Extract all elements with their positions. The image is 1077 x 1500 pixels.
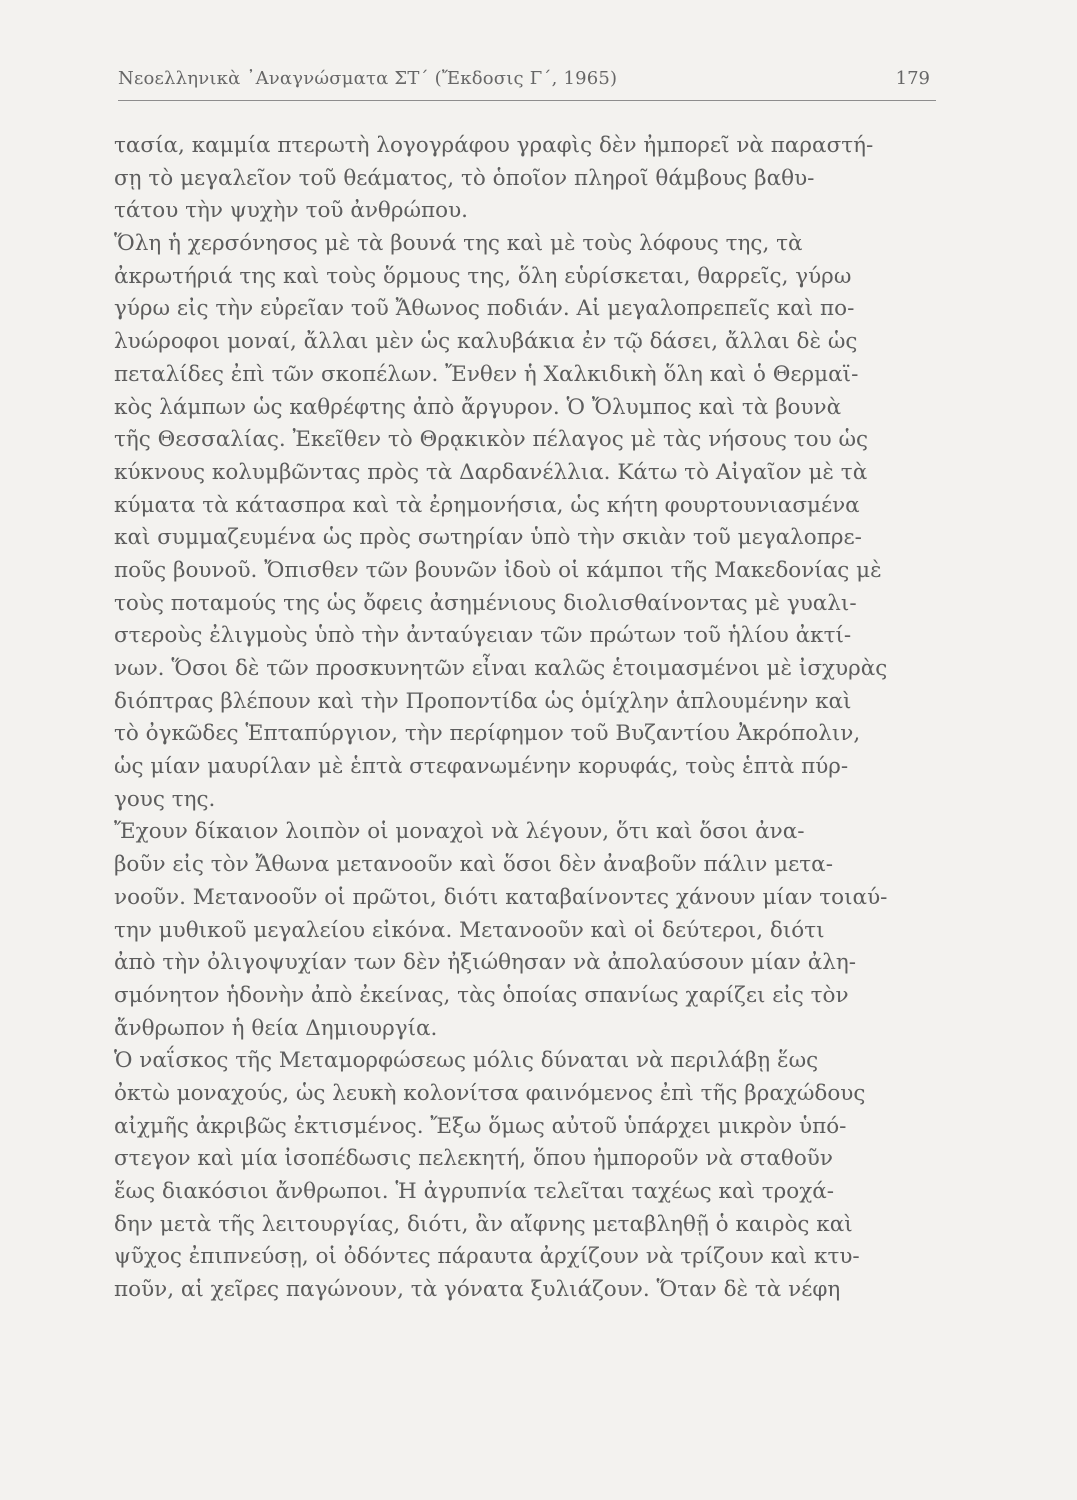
text-line: Ἔχουν δίκαιον λοιπὸν οἱ μοναχοὶ νὰ λέγουν, ὅτι καὶ ὅσοι ἀνα- — [114, 819, 805, 845]
running-header — [118, 64, 936, 101]
text-line: την μυθικοῦ μεγαλείου εἰκόνα. Μετανοοῦν καὶ οἱ δεύτεροι, διότι — [114, 917, 825, 943]
text-line: στεροὺς ἐλιγμοὺς ὑπὸ τὴν ἀνταύγειαν τῶν πρώτων τοῦ ἡλίου ἀκτί- — [114, 623, 852, 649]
text-line: ποῦς βουνοῦ. Ὄπισθεν τῶν βουνῶν ἰδοὺ οἱ κάμποι τῆς Μακεδονίας μὲ — [114, 557, 882, 583]
header-title: Νεοελληνικὰ ᾿Αναγνώσματα ΣΤ΄ (Ἔκδοσις Γ΄, 1965) — [118, 68, 618, 89]
text-line: ἀκρωτήριά της καὶ τοὺς ὅρμους της, ὅλη εὑρίσκεται, θαρρεῖς, γύρω — [114, 263, 852, 289]
text-line: ἀπὸ τὴν ὀλιγοψυχίαν των δὲν ἠξιώθησαν νὰ ἀπολαύσουν μίαν ἀλη- — [114, 950, 856, 976]
text-line: πεταλίδες ἐπὶ τῶν σκοπέλων. Ἔνθεν ἡ Χαλκιδικὴ ὅλη καὶ ὁ Θερμαϊ- — [114, 361, 859, 387]
text-line: τάτου τὴν ψυχὴν τοῦ ἀνθρώπου. — [114, 198, 469, 224]
text-line: τασία, καμμία πτερωτὴ λογογράφου γραφὶς δὲν ἠμπορεῖ νὰ παραστή- — [114, 133, 874, 158]
text-line: τὸ ὀγκῶδες Ἑπταπύργιον, τὴν περίφημον τοῦ Βυζαντίου Ἀκρόπολιν, — [114, 721, 861, 747]
text-line: βοῦν εἰς τὸν Ἄθωνα μετανοοῦν καὶ ὅσοι δὲν ἀναβοῦν πάλιν μετα- — [114, 852, 833, 878]
text-line: ψῦχος ἐπιπνεύσῃ, οἱ ὀδόντες πάραυτα ἀρχίζουν νὰ τρίζουν καὶ κτυ- — [114, 1244, 860, 1270]
text-line: κύκνους κολυμβῶντας πρὸς τὰ Δαρδανέλλια. Κάτω τὸ Αἰγαῖον μὲ τὰ — [114, 459, 868, 485]
text-line: γους της. — [114, 786, 216, 812]
text-line: ὀκτὼ μοναχούς, ὡς λευκὴ κολονίτσα φαινόμενος ἐπὶ τῆς βραχώδους — [114, 1080, 866, 1106]
text-line: λυώροφοι μοναί, ἄλλαι μὲν ὡς καλυβάκια ἐν τῷ δάσει, ἄλλαι δὲ ὡς — [114, 329, 858, 355]
text-line: ὡς μίαν μαυρίλαν μὲ ἑπτὰ στεφανωμένην κορυφάς, τοὺς ἑπτὰ πύρ- — [114, 754, 849, 780]
text-line: σῃ τὸ μεγαλεῖον τοῦ θεάματος, τὸ ὁποῖον πληροῖ θάμβους βαθυ- — [114, 165, 815, 191]
text-line: κὸς λάμπων ὡς καθρέφτης ἀπὸ ἄργυρον. Ὁ Ὄλυμπος καὶ τὰ βουνὰ — [114, 394, 842, 420]
text-line: γύρω εἰς τὴν εὐρεῖαν τοῦ Ἄθωνος ποδιάν. Αἱ μεγαλοπρεπεῖς καὶ πο- — [114, 296, 855, 322]
text-line: διόπτρας βλέπουν καὶ τὴν Προποντίδα ὡς ὁμίχλην ἁπλουμένην καὶ — [114, 688, 852, 714]
text-line: Ὅλη ἡ χερσόνησος μὲ τὰ βουνά της καὶ μὲ τοὺς λόφους της, τὰ — [114, 231, 803, 257]
text-line: τοὺς ποταμούς της ὡς ὄφεις ἀσημένιους διολισθαίνοντας μὲ γυαλι- — [114, 590, 857, 616]
text-line: Ὁ ναΐσκος τῆς Μεταμορφώσεως μόλις δύναται νὰ περιλάβῃ ἕως — [114, 1048, 819, 1074]
text-line: ἄνθρωπον ἡ θεία Δημιουργία. — [114, 1015, 438, 1041]
text-line: ποῦν, αἱ χεῖρες παγώνουν, τὰ γόνατα ξυλιάζουν. Ὅταν δὲ τὰ νέφη — [114, 1277, 841, 1303]
text-line: αἰχμῆς ἀκριβῶς ἐκτισμένος. Ἔξω ὅμως αὐτοῦ ὑπάρχει μικρὸν ὑπό- — [114, 1113, 847, 1139]
page-number: 179 — [895, 68, 930, 89]
text-line: δην μετὰ τῆς λειτουργίας, διότι, ἂν αἴφνης μεταβληθῇ ὁ καιρὸς καὶ — [114, 1211, 853, 1237]
text-line: ἕως διακόσιοι ἄνθρωποι. Ἡ ἀγρυπνία τελεῖται ταχέως καὶ τροχά- — [114, 1179, 835, 1204]
text-line: στεγον καὶ μία ἰσοπέδωσις πελεκητή, ὅπου ἠμποροῦν νὰ σταθοῦν — [114, 1146, 833, 1172]
text-line: τῆς Θεσσαλίας. Ἐκεῖθεν τὸ Θρᾳκικὸν πέλαγος μὲ τὰς νήσους του ὡς — [114, 427, 869, 453]
body-text — [114, 130, 954, 1307]
text-line: κύματα τὰ κάτασπρα καὶ τὰ ἐρημονήσια, ὡς κήτη φουρτουνιασμένα — [114, 492, 860, 518]
text-line: καὶ συμμαζευμένα ὡς πρὸς σωτηρίαν ὑπὸ τὴν σκιὰν τοῦ μεγαλοπρε- — [114, 525, 862, 551]
text-line: σμόνητον ἡδονὴν ἀπὸ ἐκείνας, τὰς ὁποίας σπανίως χαρίζει εἰς τὸν — [114, 982, 849, 1008]
text-line: νοοῦν. Μετανοοῦν οἱ πρῶτοι, διότι καταβαίνοντες χάνουν μίαν τοιαύ- — [114, 884, 888, 910]
text-line: νων. Ὅσοι δὲ τῶν προσκυνητῶν εἶναι καλῶς ἑτοιμασμένοι μὲ ἰσχυρὰς — [114, 656, 888, 681]
